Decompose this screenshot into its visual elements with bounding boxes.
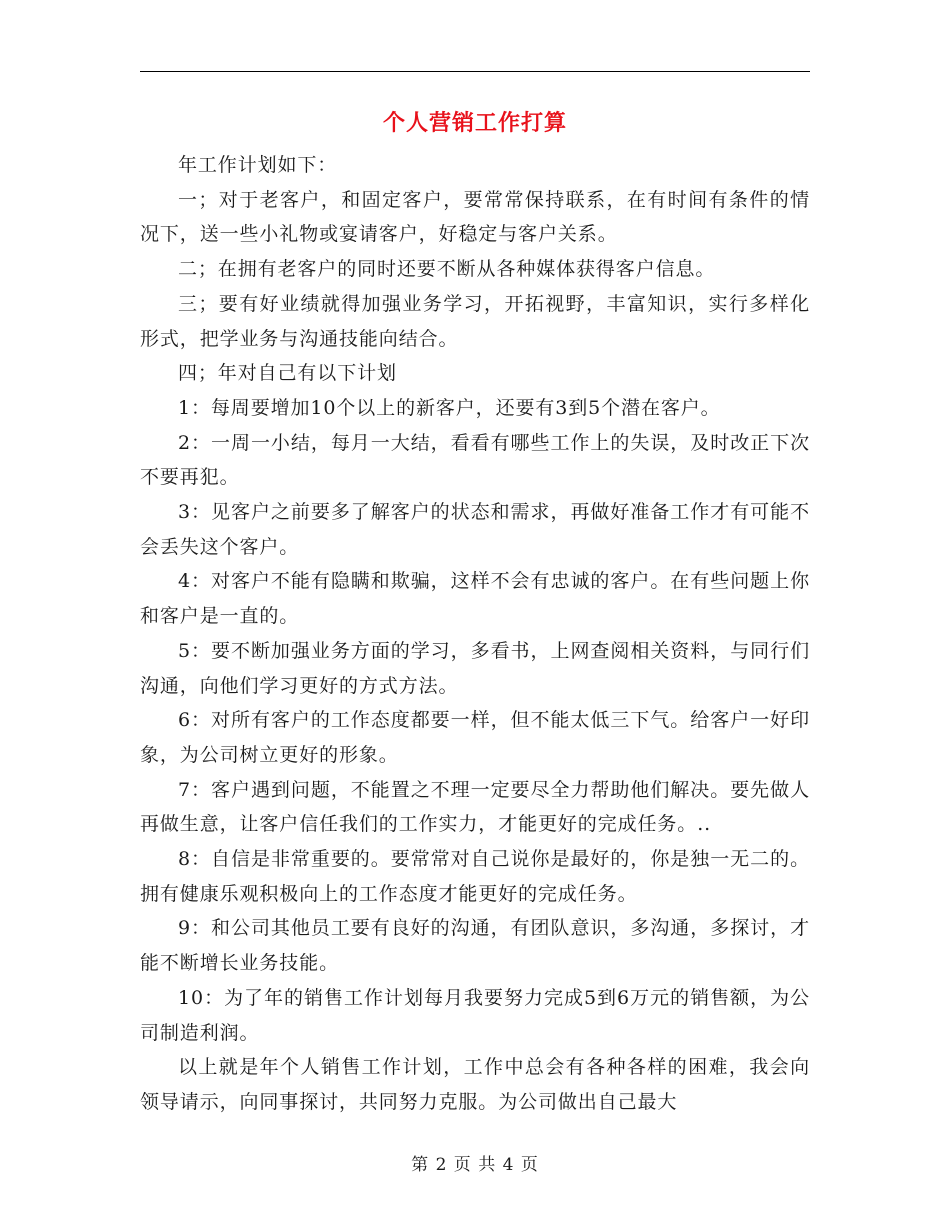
plan-item-3: 3：见客户之前要多了解客户的状态和需求，再做好准备工作才有可能不会丢失这个客户。 bbox=[140, 501, 810, 558]
paragraph-item-3: 三；要有好业绩就得加强业务学习，开拓视野，丰富知识，实行多样化形式，把学业务与沟通技能向结合。 bbox=[140, 292, 810, 350]
document-title: 个人营销工作打算 bbox=[382, 111, 567, 136]
plan-item-6: 6：对所有客户的工作态度都要一样，但不能太低三下气。给客户一好印象，为公司树立更好的形象。 bbox=[140, 709, 810, 766]
paragraph-conclusion: 以上就是年个人销售工作计划，工作中总会有各种各样的困难，我会向领导请示，向同事探讨，共同努力克服。为公司做出自己最大 bbox=[140, 1056, 810, 1113]
plan-item-9: 9：和公司其他员工要有良好的沟通，有团队意识，多沟通，多探讨，才能不断增长业务技能。 bbox=[140, 917, 810, 975]
plan-item-4: 4：对客户不能有隐瞒和欺骗，这样不会有忠诚的客户。在有些问题上你和客户是一直的。 bbox=[140, 570, 810, 628]
paragraph-intro: 年工作计划如下： bbox=[178, 154, 338, 176]
plan-item-2: 2：一周一小结，每月一大结，看看有哪些工作上的失误，及时改正下次不要再犯。 bbox=[140, 431, 810, 489]
page-number: 第 2 页 共 4 页 bbox=[411, 1155, 539, 1175]
plan-item-7: 7：客户遇到问题，不能置之不理一定要尽全力帮助他们解决。要先做人再做生意，让客户信任我们的工作实力，才能更好的完成任务。.. bbox=[140, 778, 810, 836]
plan-item-1: 1：每周要增加10个以上的新客户，还要有3到5个潜在客户。 bbox=[178, 396, 721, 419]
plan-item-10: 10：为了年的销售工作计划每月我要努力完成5到6万元的销售额，为公司制造利润。 bbox=[140, 986, 810, 1044]
paragraph-item-1: 一；对于老客户，和固定客户，要常常保持联系，在有时间有条件的情况下，送一些小礼物或宴请客户，好稳定与客户关系。 bbox=[140, 188, 810, 246]
paragraph-item-2: 二；在拥有老客户的同时还要不断从各种媒体获得客户信息。 bbox=[178, 258, 716, 281]
plan-item-8: 8：自信是非常重要的。要常常对自己说你是最好的，你是独一无二的。拥有健康乐观积极向上的工作态度才能更好的完成任务。 bbox=[140, 848, 810, 905]
document-body bbox=[140, 148, 810, 1120]
plan-item-5: 5：要不断加强业务方面的学习，多看书，上网查阅相关资料，与同行们沟通，向他们学习更好的方式方法。 bbox=[140, 639, 810, 697]
header-rule bbox=[140, 71, 810, 72]
paragraph-item-4: 四；年对自己有以下计划 bbox=[178, 362, 397, 385]
